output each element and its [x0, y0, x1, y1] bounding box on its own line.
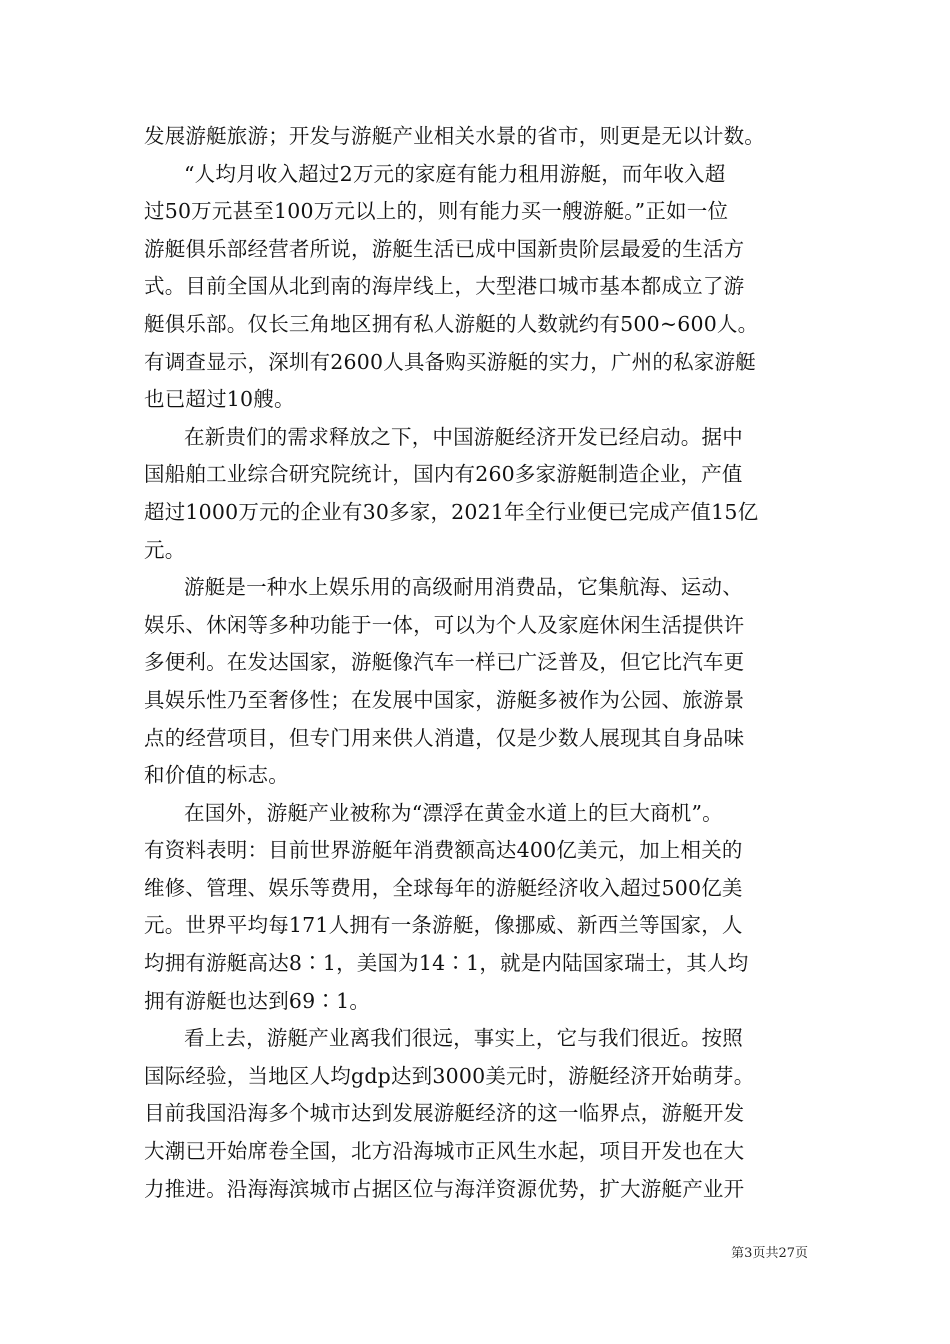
text-line: 目前我国沿海多个城市达到发展游艇经济的这一临界点，游艇开发	[144, 1101, 745, 1126]
text-line: 艇俱乐部。仅长三角地区拥有私人游艇的人数就约有500~600人。	[144, 311, 759, 336]
text-line: 和价值的标志。	[144, 763, 289, 788]
text-line: 也已超过10艘。	[144, 387, 295, 412]
text-line: 发展游艇旅游；开发与游艇产业相关水景的省市，则更是无以计数。	[144, 124, 765, 148]
text-line: 多便利。在发达国家，游艇像汽车一样已广泛普及，但它比汽车更	[144, 650, 745, 675]
text-line: 在国外，游艇产业被称为“漂浮在黄金水道上的巨大商机”。	[184, 800, 723, 825]
text-line: “人均月收入超过2万元的家庭有能力租用游艇，而年收入超	[184, 161, 726, 186]
text-line: 式。目前全国从北到南的海岸线上，大型港口城市基本都成立了游	[144, 274, 745, 299]
text-line: 有资料表明：目前世界游艇年消费额高达400亿美元，加上相关的	[144, 838, 743, 863]
page-number: 第3页共27页	[731, 1246, 808, 1261]
body-text	[144, 118, 808, 1208]
text-line: 过50万元甚至100万元以上的，则有能力买一艘游艇。”正如一位	[144, 199, 729, 224]
text-line: 游艇俱乐部经营者所说，游艇生活已成中国新贵阶层最爱的生活方	[144, 236, 745, 261]
text-line: 点的经营项目，但专门用来供人消遣，仅是少数人展现其自身品味	[144, 725, 745, 750]
text-line: 具娱乐性乃至奢侈性；在发展中国家，游艇多被作为公园、旅游景	[144, 687, 745, 712]
text-line: 元。	[144, 537, 186, 562]
text-line: 有调查显示，深圳有2600人具备购买游艇的实力，广州的私家游艇	[144, 349, 756, 374]
text-line: 国际经验，当地区人均gdp达到3000美元时，游艇经济开始萌芽。	[144, 1063, 755, 1088]
text-line: 拥有游艇也达到69∶1。	[144, 988, 371, 1013]
text-line: 维修、管理、娱乐等费用，全球每年的游艇经济收入超过500亿美	[144, 875, 743, 900]
text-line: 力推进。沿海海滨城市占据区位与海洋资源优势，扩大游艇产业开	[144, 1176, 745, 1201]
text-line: 元。世界平均每171人拥有一条游艇，像挪威、新西兰等国家，人	[144, 913, 743, 938]
text-line: 游艇是一种水上娱乐用的高级耐用消费品，它集航海、运动、	[184, 575, 743, 600]
text-line: 在新贵们的需求释放之下，中国游艇经济开发已经启动。据中	[184, 424, 743, 449]
text-line: 国船舶工业综合研究院统计，国内有260多家游艇制造企业，产值	[144, 462, 743, 487]
text-line: 娱乐、休闲等多种功能于一体，可以为个人及家庭休闲生活提供许	[144, 612, 745, 637]
text-line: 均拥有游艇高达8∶1，美国为14∶1，就是内陆国家瑞士，其人均	[144, 951, 749, 976]
text-line: 大潮已开始席卷全国，北方沿海城市正风生水起，项目开发也在大	[144, 1139, 745, 1164]
text-line: 超过1000万元的企业有30多家，2021年全行业便已完成产值15亿	[144, 499, 759, 524]
text-line: 看上去，游艇产业离我们很远，事实上，它与我们很近。按照	[184, 1026, 743, 1051]
